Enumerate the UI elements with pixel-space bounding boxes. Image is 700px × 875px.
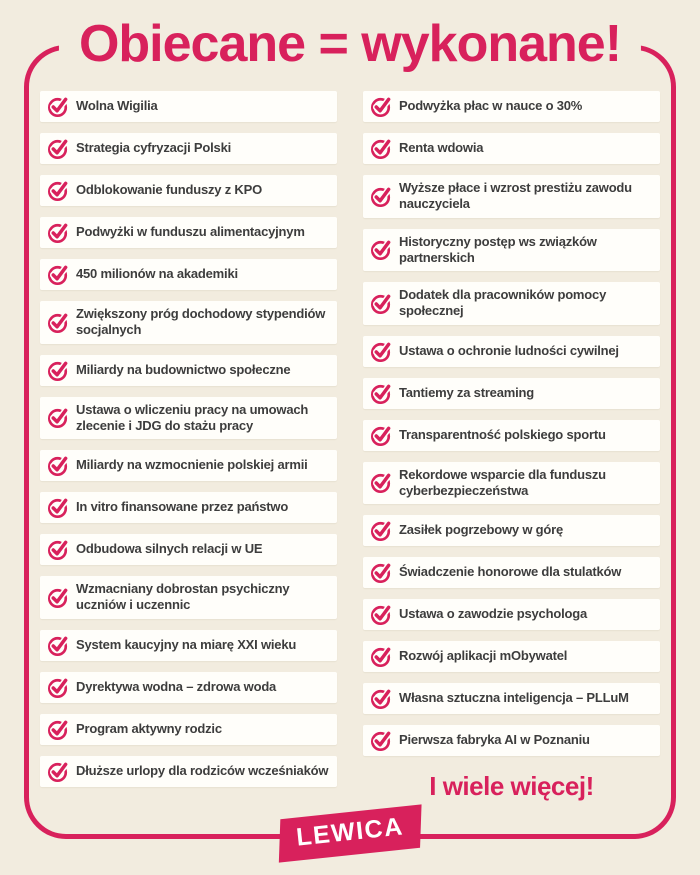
checklist-item-label: Historyczny postęp ws związków partnerskich bbox=[399, 233, 597, 265]
checklist-item bbox=[40, 630, 337, 661]
more-text: I wiele więcej! bbox=[429, 771, 594, 801]
checklist-item bbox=[363, 282, 660, 325]
checklist-item-label: Rekordowe wsparcie dla funduszu cyberbezpieczeństwa bbox=[399, 466, 606, 498]
check-icon bbox=[48, 719, 69, 740]
check-icon bbox=[48, 677, 69, 698]
check-icon bbox=[48, 138, 69, 159]
checklist-item-label: Ustawa o zawodzie psychologa bbox=[399, 606, 587, 622]
checklist-item bbox=[363, 229, 660, 272]
checklist-item-label: Renta wdowia bbox=[399, 140, 484, 156]
checklist-item bbox=[363, 641, 660, 672]
check-icon bbox=[371, 730, 392, 751]
checklist-item bbox=[363, 462, 660, 505]
page-title: Obiecane = wykonane! bbox=[59, 14, 641, 74]
check-icon bbox=[48, 180, 69, 201]
check-icon bbox=[371, 688, 392, 709]
checklist-item-label: Zwiększony próg dochodowy stypendiów socjalnych bbox=[76, 306, 326, 338]
check-icon bbox=[371, 604, 392, 625]
check-icon bbox=[48, 407, 69, 428]
checklist-item bbox=[363, 683, 660, 714]
checklist-item-label: Odbudowa silnych relacji w UE bbox=[76, 541, 263, 557]
checklist-item-label: Dłuższe urlopy dla rodziców wcześniaków bbox=[76, 762, 329, 778]
check-icon bbox=[48, 455, 69, 476]
checklist-item bbox=[40, 714, 337, 745]
checklist-item bbox=[363, 515, 660, 546]
checklist-item bbox=[40, 301, 337, 344]
checklist-item-label: Rozwój aplikacji mObywatel bbox=[399, 648, 568, 664]
checklist-item bbox=[40, 175, 337, 206]
checklist-item-label: Strategia cyfryzacji Polski bbox=[76, 140, 232, 156]
checklist-item bbox=[40, 756, 337, 787]
check-icon bbox=[48, 635, 69, 656]
checklist-item-label: Miliardy na budownictwo społeczne bbox=[76, 361, 291, 377]
check-icon bbox=[371, 383, 392, 404]
check-icon bbox=[48, 497, 69, 518]
checklist-item bbox=[40, 91, 337, 122]
checklist-item-label: Ustawa o ochronie ludności cywilnej bbox=[399, 342, 619, 358]
checklist-item-label: Wzmacniany dobrostan psychiczny uczniów i uczennic bbox=[76, 581, 290, 613]
checklist-item bbox=[40, 133, 337, 164]
checklist-item bbox=[363, 91, 660, 122]
checklist-column-right bbox=[363, 91, 660, 802]
checklist-item bbox=[363, 133, 660, 164]
checklist-item-label: Podwyżki w funduszu alimentacyjnym bbox=[76, 224, 305, 240]
check-icon bbox=[371, 186, 392, 207]
check-icon bbox=[371, 425, 392, 446]
checklist-item bbox=[40, 217, 337, 248]
lewica-logo-text: LEWICA bbox=[295, 812, 405, 852]
checklist-item-label: Transparentność polskiego sportu bbox=[399, 426, 606, 442]
checklist-item bbox=[363, 725, 660, 756]
checklist-item-label: Wolna Wigilia bbox=[76, 98, 158, 114]
checklist-item bbox=[40, 355, 337, 386]
checklist-item-label: Tantiemy za streaming bbox=[399, 384, 534, 400]
checklist-item bbox=[40, 534, 337, 565]
checklist-item-label: Pierwsza fabryka AI w Poznaniu bbox=[399, 732, 590, 748]
checklist-item-label: Świadczenie honorowe dla stulatków bbox=[399, 564, 622, 580]
check-icon bbox=[371, 341, 392, 362]
checklist-item bbox=[363, 378, 660, 409]
checklist-item bbox=[40, 576, 337, 619]
checklist-item bbox=[40, 450, 337, 481]
checklist-item bbox=[363, 557, 660, 588]
check-icon bbox=[371, 239, 392, 260]
checklist-item-label: 450 milionów na akademiki bbox=[76, 266, 238, 282]
checklist-item-label: Podwyżka płac w nauce o 30% bbox=[399, 98, 583, 114]
checklist-item-label: Własna sztuczna inteligencja – PLLuM bbox=[399, 690, 629, 706]
checklist-item bbox=[40, 672, 337, 703]
check-icon bbox=[371, 520, 392, 541]
checklist-item-label: In vitro finansowane przez państwo bbox=[76, 499, 289, 515]
checklist-item-label: Odblokowanie funduszy z KPO bbox=[76, 182, 263, 198]
checklist-item-label: Zasiłek pogrzebowy w górę bbox=[399, 522, 564, 538]
check-icon bbox=[48, 360, 69, 381]
check-icon bbox=[371, 293, 392, 314]
check-icon bbox=[371, 646, 392, 667]
check-icon bbox=[371, 472, 392, 493]
checklist-item-label: System kaucyjny na miarę XXI wieku bbox=[76, 636, 297, 652]
check-icon bbox=[48, 761, 69, 782]
checklist-columns bbox=[40, 91, 660, 802]
check-icon bbox=[48, 96, 69, 117]
check-icon bbox=[48, 539, 69, 560]
checklist-column-left bbox=[40, 91, 337, 802]
lewica-logo bbox=[279, 804, 421, 862]
checklist-item-label: Dyrektywa wodna – zdrowa woda bbox=[76, 678, 277, 694]
check-icon bbox=[48, 264, 69, 285]
check-icon bbox=[371, 562, 392, 583]
checklist-item-label: Ustawa o wliczeniu pracy na umowach zlecenie i JDG do stażu pracy bbox=[76, 401, 309, 433]
checklist-item bbox=[363, 336, 660, 367]
checklist-item-label: Wyższe płace i wzrost prestiżu zawodu nauczyciela bbox=[399, 180, 632, 212]
check-icon bbox=[48, 312, 69, 333]
check-icon bbox=[371, 138, 392, 159]
checklist-item-label: Program aktywny rodzic bbox=[76, 720, 222, 736]
checklist-item bbox=[363, 175, 660, 218]
checklist-item-label: Dodatek dla pracowników pomocy społecznej bbox=[399, 287, 607, 319]
checklist-item bbox=[40, 259, 337, 290]
checklist-item bbox=[363, 420, 660, 451]
check-icon bbox=[371, 96, 392, 117]
checklist-item-label: Miliardy na wzmocnienie polskiej armii bbox=[76, 457, 308, 473]
checklist-item bbox=[40, 397, 337, 440]
checklist-item bbox=[40, 492, 337, 523]
check-icon bbox=[48, 587, 69, 608]
checklist-item bbox=[363, 599, 660, 630]
check-icon bbox=[48, 222, 69, 243]
